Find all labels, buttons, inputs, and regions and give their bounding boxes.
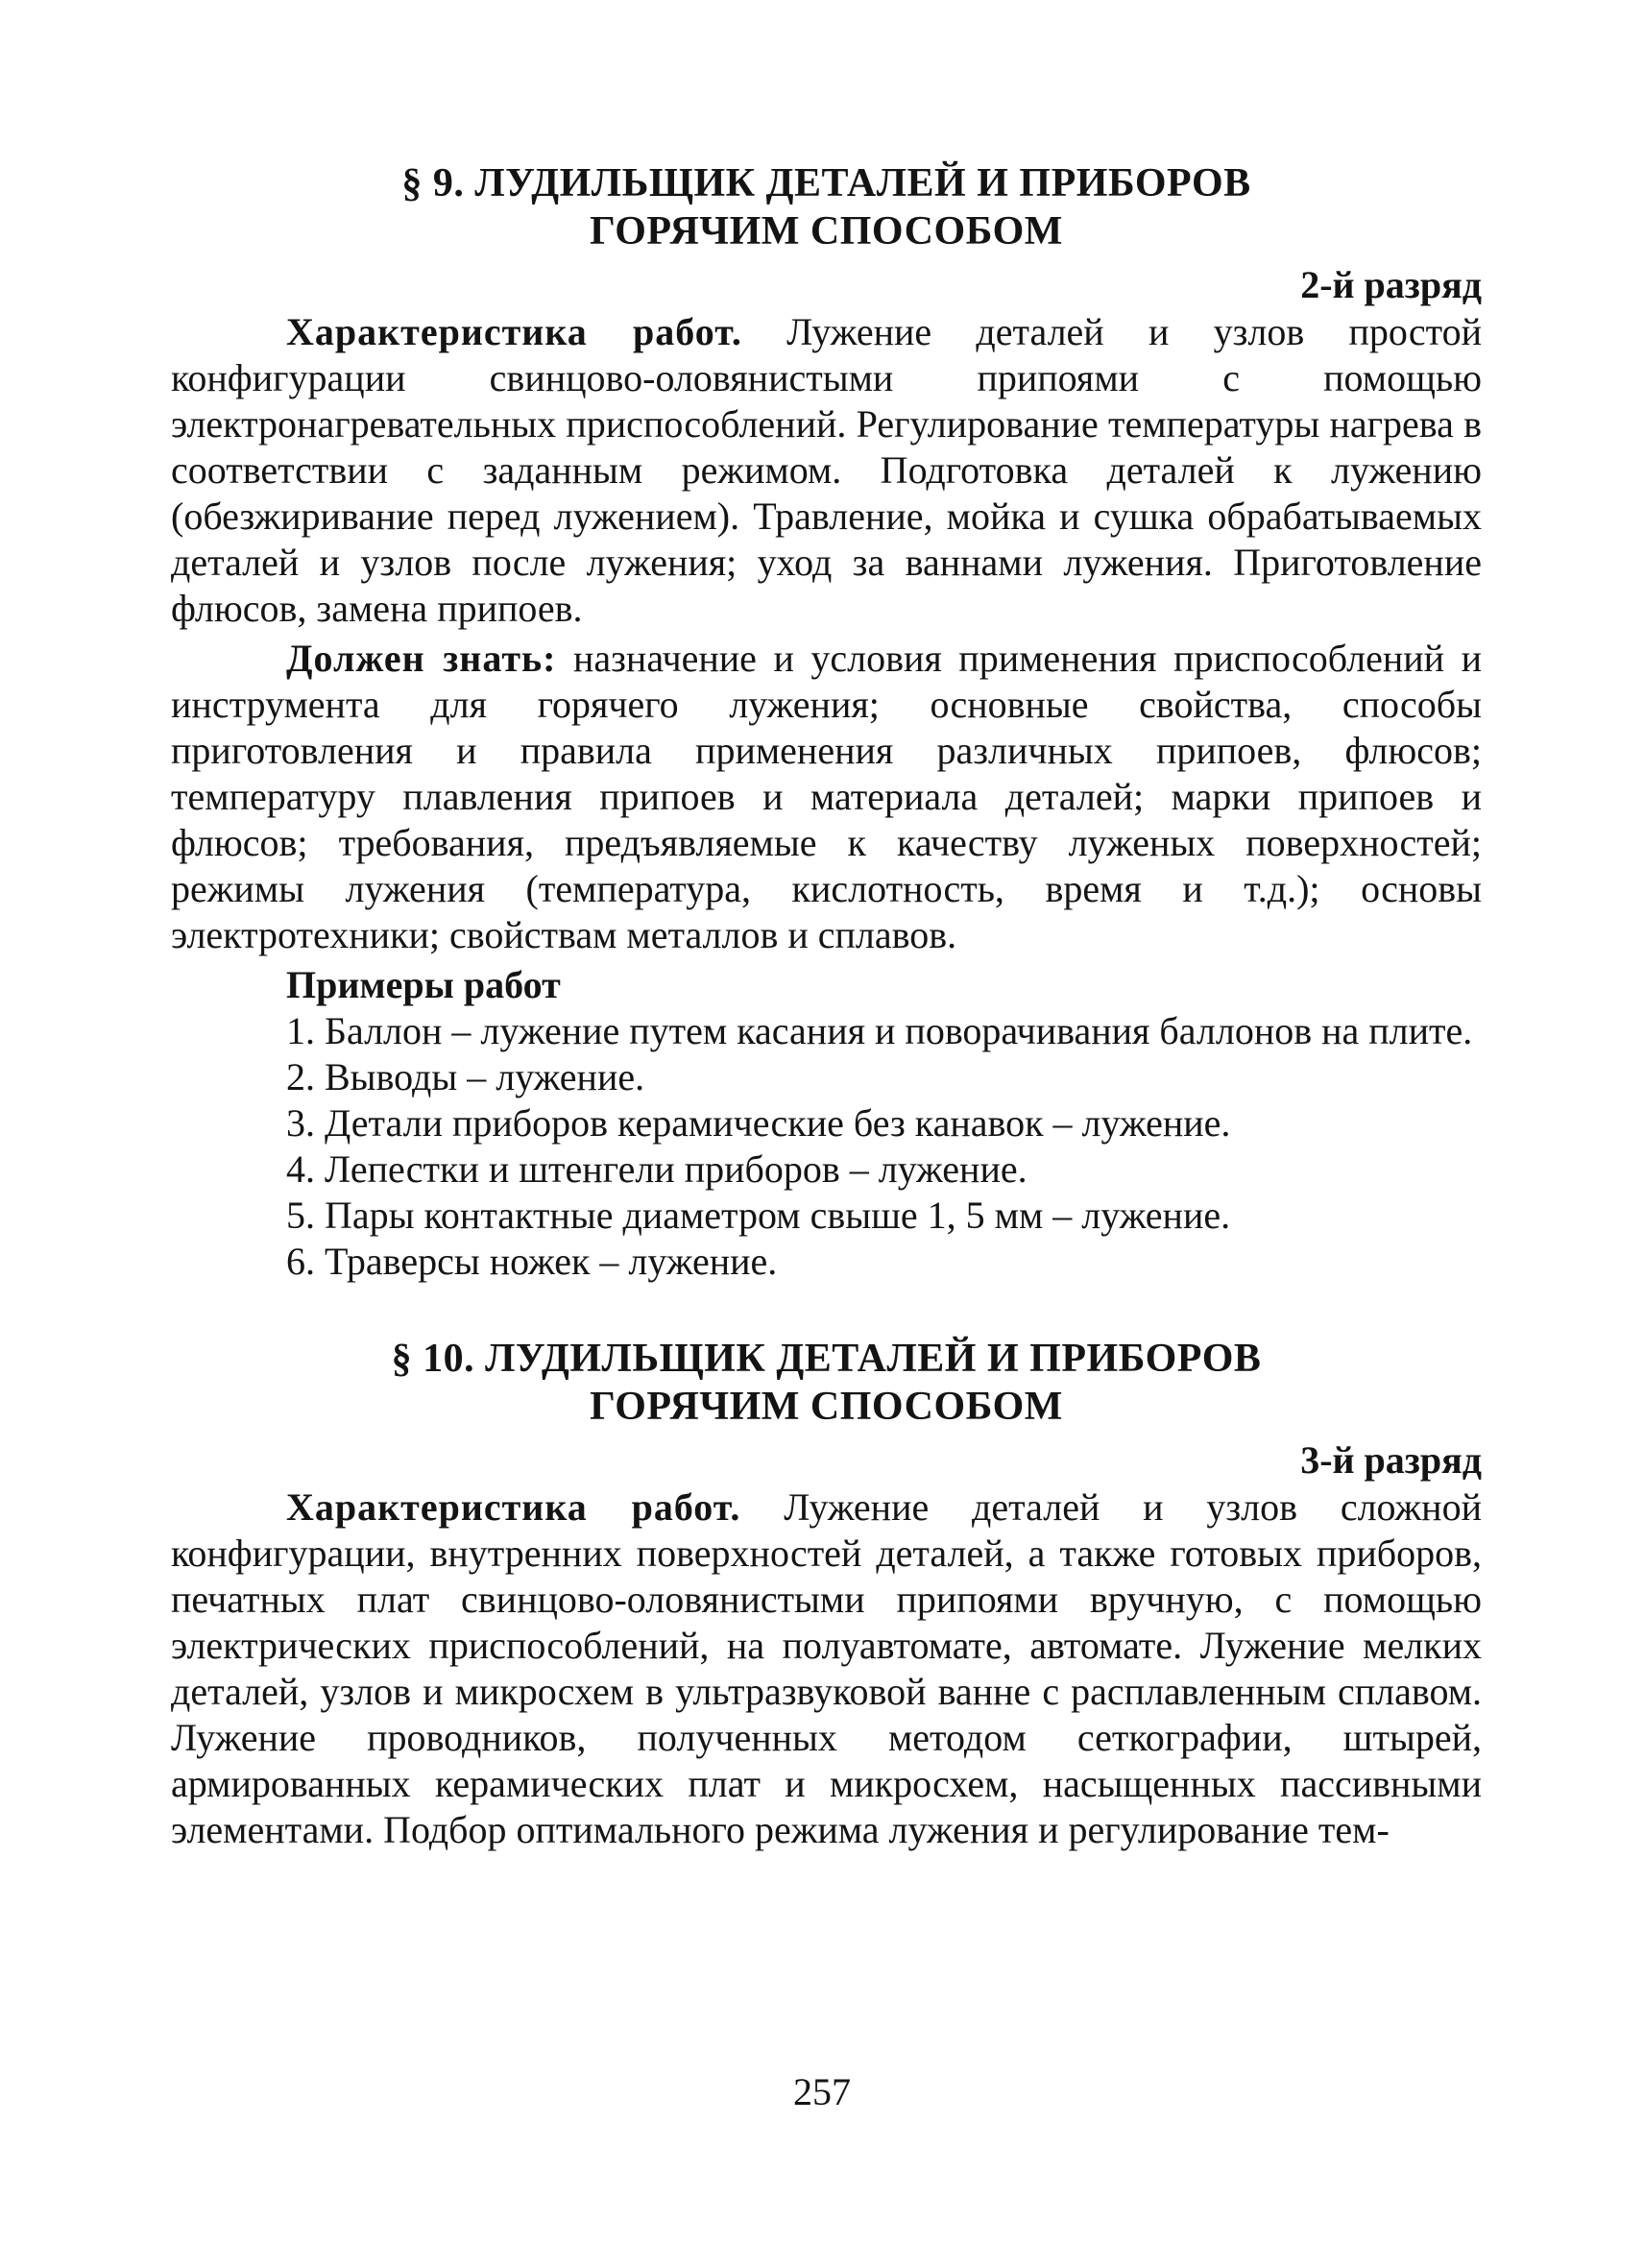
example-item: 3. Детали приборов керамические без канавок – лужение. xyxy=(286,1101,1231,1145)
section-9-heading xyxy=(171,159,1482,255)
section-9-title-line2: ГОРЯЧИМ СПОСОБОМ xyxy=(590,209,1063,253)
page-number: 257 xyxy=(793,2070,851,2113)
section-10-title-line2: ГОРЯЧИМ СПОСОБОМ xyxy=(590,1385,1063,1429)
section-10-characteristic-label: Характеристика работ. xyxy=(286,1485,741,1529)
section-10-grade: 3-й разряд xyxy=(1300,1438,1482,1482)
example-item: 2. Выводы – лужение. xyxy=(286,1055,645,1098)
section-9-grade: 2-й разряд xyxy=(1300,263,1482,306)
section-10-heading xyxy=(171,1335,1482,1431)
section-9-characteristic xyxy=(171,309,1482,632)
example-item: 6. Траверсы ножек – лужение. xyxy=(286,1240,778,1283)
section-10-characteristic xyxy=(171,1484,1482,1853)
section-9-must-know-label: Должен знать: xyxy=(286,637,557,680)
page-content xyxy=(171,159,1482,1857)
example-item: 1. Баллон – лужение путем касания и поворачивания баллонов на плите. xyxy=(286,1009,1473,1052)
example-item: 4. Лепестки и штенгели приборов – лужение. xyxy=(286,1147,1028,1191)
section-9-characteristic-label: Характеристика работ. xyxy=(286,310,742,353)
example-item: 5. Пары контактные диаметром свыше 1, 5 мм – лужение. xyxy=(286,1194,1231,1237)
section-9-must-know-text: назначение и условия применения приспособлений и инструмента для горячего лужения; основные свойства, способы приготовления и правила применения различных припоев, флюсов; температуру плавления припоев и материала деталей; марки припоев и флюсов; требования, предъявляемые к качеству луженых поверхностей; режимы лужения (температура, кислотность, время и т.д.); основы электротехники; свойствам металлов и сплавов. xyxy=(171,637,1483,956)
section-spacer xyxy=(171,1285,1482,1335)
section-9-must-know xyxy=(171,636,1482,958)
section-9-examples-label: Примеры работ xyxy=(286,963,561,1006)
section-10-characteristic-text: Лужение деталей и узлов сложной конфигурации, внутренних поверхностей деталей, а также готовых приборов, печатных плат свинцово-оловянистыми припоями вручную, с помощью электрических приспособлений, на полуавтомате, автомате. Лужение мелких деталей, узлов и микросхем в ультразвуковой ванне с расплавленным сплавом. Лужение проводников, полученных методом сеткографии, штырей, армированных керамических плат и микросхем, насыщенных пассивными элементами. Подбор оптимального режима лужения и регулирование тем- xyxy=(171,1485,1482,1851)
section-9-title-line1: § 9. ЛУДИЛЬЩИК ДЕТАЛЕЙ И ПРИБОРОВ xyxy=(401,161,1251,205)
section-9-characteristic-text: Лужение деталей и узлов простой конфигурации свинцово-оловянистыми припоями с помощью электронагревательных приспособлений. Регулирование температуры нагрева в соответствии с заданным режимом. Подготовка деталей к лужению (обезжиривание перед лужением). Травление, мойка и сушка обрабатываемых деталей и узлов после лужения; уход за ваннами лужения. Приготовление флюсов, замена припоев. xyxy=(171,310,1483,630)
section-10-title-line1: § 10. ЛУДИЛЬЩИК ДЕТАЛЕЙ И ПРИБОРОВ xyxy=(391,1337,1262,1381)
